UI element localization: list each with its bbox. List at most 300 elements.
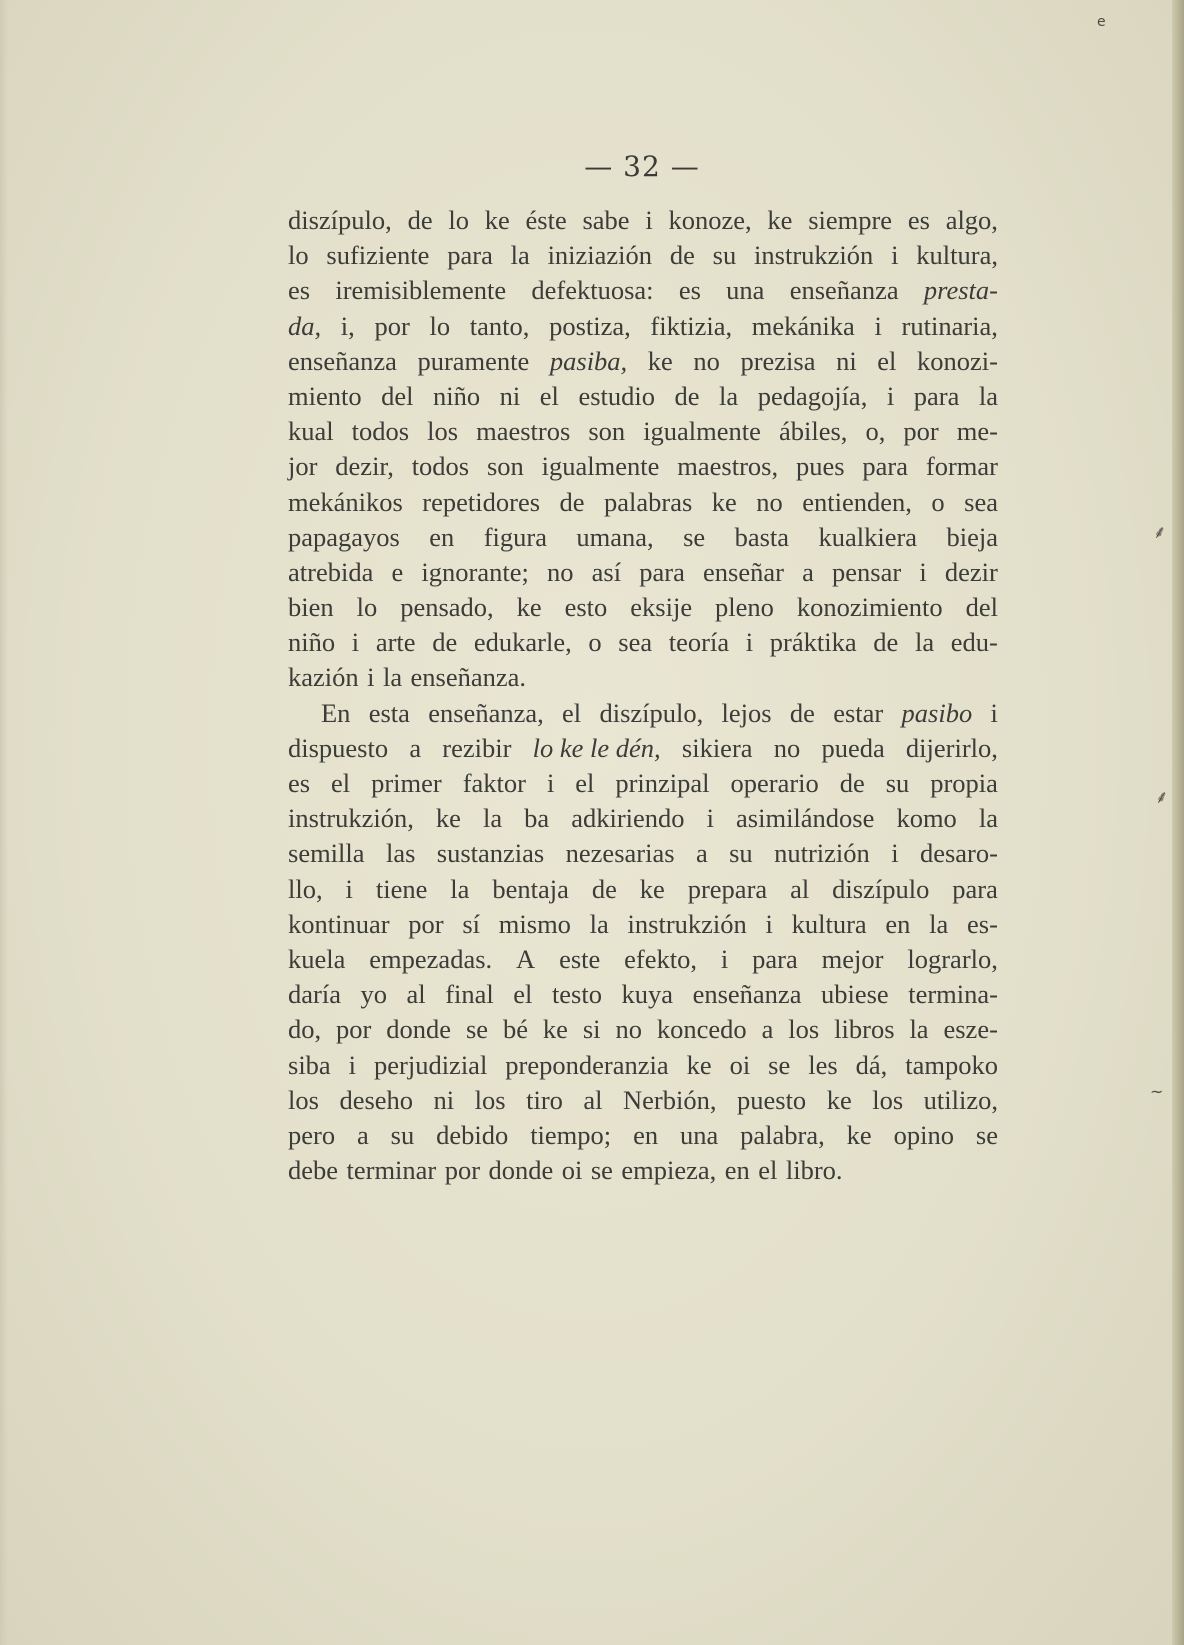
word: la (909, 1014, 929, 1045)
word: repetidores (422, 486, 541, 517)
word: diszípulo, (599, 697, 704, 728)
word: niño (433, 380, 481, 411)
word: los (427, 416, 459, 447)
word: miento (288, 380, 362, 411)
word: tiempo; (530, 1119, 612, 1150)
word: lo (448, 205, 469, 235)
word: el (331, 768, 351, 798)
word: una (726, 275, 765, 306)
text-line (288, 590, 998, 625)
word: de (873, 627, 899, 658)
word: instrukzión (627, 908, 747, 939)
word: es (907, 205, 930, 235)
word: pueda (821, 732, 885, 763)
word: maestros, (677, 451, 779, 482)
word: entienden, (802, 486, 912, 517)
word: En (321, 697, 351, 728)
word: niño (288, 627, 336, 658)
word: para (952, 873, 998, 904)
word: en (429, 521, 455, 552)
word: mekánikos (288, 486, 403, 517)
word: desaro- (919, 838, 998, 869)
word: de (591, 873, 617, 904)
word: la (510, 240, 530, 271)
word: semilla (288, 838, 365, 869)
word: la (482, 803, 503, 834)
word: i (345, 873, 353, 904)
text-line (288, 731, 998, 766)
word: sea (964, 486, 998, 517)
margin-mark: ⸙ (1153, 522, 1167, 543)
word: oi (561, 1155, 583, 1186)
word: pasibo (901, 697, 973, 728)
word: práktika (769, 627, 857, 658)
word: tiro (526, 1084, 563, 1115)
word: no (773, 732, 801, 763)
word: para (639, 556, 685, 587)
text-line (288, 414, 998, 449)
word: teoría (668, 627, 730, 658)
word: presta- (923, 275, 998, 306)
text-line (288, 872, 998, 907)
word: en (885, 908, 911, 939)
word: todos (411, 451, 470, 482)
word: prezisa (740, 345, 816, 376)
word: o (588, 627, 602, 658)
word: kuela (288, 943, 346, 974)
text-line (288, 625, 998, 660)
word: los (872, 1084, 904, 1115)
word: tampoko (905, 1049, 998, 1080)
word: el (562, 697, 582, 728)
corner-mark: e (1097, 14, 1106, 30)
word: mismo (498, 908, 571, 939)
word: sea (618, 627, 653, 658)
word: siba (288, 1049, 331, 1080)
word: iremisiblemente (335, 275, 507, 306)
word: para (913, 380, 960, 411)
word: la (914, 627, 935, 658)
word: jor (288, 451, 318, 482)
word: figura (483, 521, 547, 552)
word: diszípulo (832, 873, 930, 904)
word: éste (525, 205, 567, 235)
word: sabe (582, 205, 630, 235)
word: la (382, 662, 403, 693)
word: maestros (476, 416, 571, 447)
word: pedagojía, (757, 380, 868, 411)
text-line (288, 1083, 998, 1118)
word: su (390, 1119, 415, 1150)
word: a (357, 1119, 369, 1150)
word: i (720, 943, 729, 974)
word: los (474, 1084, 506, 1115)
word: enseñanza (288, 345, 397, 376)
word: dijerirlo, (905, 732, 998, 763)
text-line (288, 766, 998, 801)
word: adkiriendo (571, 803, 685, 834)
text-line (288, 801, 998, 836)
word: ignorante; (421, 556, 529, 587)
word: pensado, (400, 592, 494, 623)
word: nezesarias (565, 838, 675, 869)
word: deseho (339, 1084, 414, 1115)
word: yo (360, 979, 387, 1010)
word: es (678, 275, 701, 306)
word: i (351, 627, 360, 658)
word: primer (371, 768, 442, 798)
word: enseñanza (789, 275, 899, 306)
word: dezir, (335, 451, 394, 482)
word: en (724, 1155, 750, 1186)
word: pensar (832, 556, 902, 587)
word: se (683, 521, 706, 552)
word: papagayos (288, 521, 400, 552)
word: kazión (288, 662, 359, 693)
word: lo (288, 240, 309, 271)
word: a (695, 838, 708, 869)
word: preponderanzia (505, 1049, 669, 1080)
word: se (590, 1155, 613, 1186)
word: o (931, 486, 945, 517)
word: el (539, 380, 559, 411)
word: i (765, 908, 773, 939)
word: debido (436, 1119, 509, 1150)
word: enseñanza, (428, 697, 544, 728)
word: ábiles, (778, 416, 848, 447)
word: no (615, 1014, 642, 1045)
text-line (288, 203, 998, 238)
word: ni (836, 345, 857, 376)
word: i (745, 627, 754, 658)
word: palabras (604, 486, 693, 517)
word: ke (767, 205, 793, 235)
word: su (712, 240, 737, 271)
word: libros (834, 1014, 895, 1045)
word: en (633, 1119, 659, 1150)
word: lejos (721, 697, 772, 728)
text-line (288, 273, 998, 308)
word: igualmente (643, 416, 761, 447)
word: el (513, 979, 533, 1010)
word: empezadas. (369, 943, 493, 974)
word: konozimiento (796, 592, 943, 623)
word: de (407, 205, 433, 235)
word: palabra, (740, 1119, 825, 1150)
text-line (288, 696, 998, 731)
word: postiza, (549, 310, 631, 341)
word: es (288, 275, 311, 306)
word: es (288, 768, 311, 798)
word: las (385, 838, 416, 869)
word: del (381, 380, 414, 411)
word: instrukzión (754, 240, 874, 271)
text-line (288, 449, 998, 484)
text-line (288, 344, 998, 379)
word: iniziazión (547, 240, 653, 271)
word: ke (647, 345, 673, 376)
word: llo, (288, 873, 323, 904)
word: enseñanza (692, 979, 802, 1010)
word: ba (524, 803, 550, 834)
text-line (288, 485, 998, 520)
word: no (547, 556, 574, 587)
word: el (575, 768, 595, 798)
text-line (288, 836, 998, 871)
text-line (288, 660, 998, 695)
text-line (288, 1153, 998, 1188)
word: si (582, 1014, 601, 1045)
text-line (288, 907, 998, 942)
word: para (752, 943, 798, 974)
word: konoze, (668, 205, 752, 235)
word: se (975, 1119, 998, 1150)
word: i (645, 205, 653, 235)
word: pasiba, (549, 345, 628, 376)
word: su (729, 838, 753, 869)
word: todos (351, 416, 410, 447)
word: kultura (791, 908, 867, 939)
word: lo ke le dén, (532, 732, 661, 763)
word: asimilándose (736, 803, 875, 834)
word: me- (956, 416, 998, 447)
word: faktor (462, 768, 526, 798)
word: la (450, 873, 470, 904)
word: los (288, 1084, 319, 1115)
word: al (790, 873, 810, 904)
word: i (348, 1049, 357, 1080)
word: puramente (417, 345, 530, 376)
word: arte (375, 627, 416, 658)
word: ke (846, 1119, 872, 1150)
page-gutter-shadow (0, 0, 8, 1645)
word: de (432, 627, 458, 658)
word: perjudizial (374, 1049, 488, 1080)
word: ke (484, 205, 510, 235)
body-text (288, 203, 998, 1188)
word: algo, (945, 205, 998, 235)
word: al (583, 1084, 603, 1115)
word: ke (435, 803, 461, 834)
word: no (693, 345, 720, 376)
word: dá, (855, 1049, 888, 1080)
word: libro. (785, 1155, 843, 1186)
word: la (929, 908, 949, 939)
word: para (862, 451, 909, 482)
word: siempre (808, 205, 893, 235)
word: se (465, 1014, 489, 1045)
word: bentaja (492, 873, 569, 904)
word: de (839, 768, 865, 798)
word: esto (564, 592, 608, 623)
word: opino (893, 1119, 954, 1150)
word: tanto, (469, 310, 530, 341)
word: testo (551, 979, 602, 1010)
word: se (768, 1049, 791, 1080)
word: es- (967, 908, 998, 939)
word: i (990, 697, 998, 728)
word: i (891, 838, 899, 869)
word: nutrizión (774, 838, 870, 869)
word: son (486, 451, 524, 482)
word: donde (386, 1014, 452, 1045)
word: A (516, 943, 536, 974)
word: sufiziente (326, 240, 430, 271)
word: por (408, 908, 444, 939)
word: rezibir (442, 732, 512, 763)
word: basta (734, 521, 790, 552)
text-line (288, 977, 998, 1012)
text-line (288, 1012, 998, 1047)
word: para (447, 240, 493, 271)
word: este (559, 943, 601, 974)
margin-mark: ⸙ (1155, 787, 1169, 808)
word: eksije (630, 592, 693, 623)
word: i (546, 768, 555, 798)
word: estar (833, 697, 884, 728)
word: sí (462, 908, 481, 939)
word: diszípulo, (288, 205, 392, 235)
word: Nerbión, (623, 1084, 717, 1115)
word: ubiese (820, 979, 889, 1010)
word: bé (502, 1014, 528, 1045)
word: ni (499, 380, 521, 411)
word: i (891, 240, 899, 271)
word: edu- (950, 627, 998, 658)
word: operario (730, 768, 819, 798)
word: los (788, 1014, 820, 1045)
word: sikiera (681, 732, 753, 763)
word: igualmente (541, 451, 660, 482)
word: mekánika (751, 310, 855, 341)
word: debe (288, 1155, 339, 1186)
word: enseñar (703, 556, 784, 587)
word: lo (429, 310, 451, 341)
word: mejor (821, 943, 884, 974)
word: i (706, 803, 714, 834)
text-line (288, 1118, 998, 1153)
word: umana, (576, 521, 654, 552)
word: instrukzión, (288, 803, 414, 834)
word: daría (288, 979, 341, 1010)
word: edukarle, (473, 627, 572, 658)
word: por (903, 416, 939, 447)
word: lo (356, 592, 378, 623)
word: i (367, 662, 375, 693)
word: a (409, 732, 422, 763)
word: kuya (621, 979, 674, 1010)
word: estudio (578, 380, 655, 411)
word: el (877, 345, 897, 376)
word: dispuesto (288, 732, 389, 763)
text-line (288, 379, 998, 414)
word: la (719, 380, 739, 411)
word: kontinuar (288, 908, 390, 939)
word: lograrlo, (907, 943, 998, 974)
word: bien (288, 592, 334, 623)
word: por (336, 1014, 372, 1045)
word: ke (542, 1014, 568, 1045)
word: oi (729, 1049, 751, 1080)
word: el (758, 1155, 778, 1186)
word: de (674, 380, 700, 411)
word: bieja (946, 521, 998, 552)
word: efekto, (624, 943, 698, 974)
word: kultura, (916, 240, 998, 271)
word: i (874, 310, 882, 341)
text-line (288, 520, 998, 555)
word: propia (930, 768, 998, 798)
word: por (374, 310, 410, 341)
word: prepara (687, 873, 768, 904)
word: termina- (908, 979, 998, 1010)
word: la (978, 803, 998, 834)
word: ke (711, 486, 737, 517)
word: ke (826, 1084, 852, 1115)
word: final (445, 979, 494, 1010)
page-edge (1172, 0, 1184, 1645)
word: la (978, 380, 998, 411)
word: komo (896, 803, 957, 834)
word: así (591, 556, 622, 587)
word: a (802, 556, 814, 587)
word: kualkiera (818, 521, 918, 552)
word: de (559, 486, 585, 517)
word: i (919, 556, 927, 587)
word: a (761, 1014, 774, 1045)
word: del (965, 592, 998, 623)
word: de (669, 240, 695, 271)
word: ke (686, 1049, 712, 1080)
word: pleno (715, 592, 774, 623)
word: da, (288, 310, 322, 341)
text-line (288, 1048, 998, 1083)
margin-mark: ~ (1150, 1082, 1164, 1101)
word: utilizo, (923, 1084, 998, 1115)
text-line (288, 238, 998, 273)
word: prinzipal (615, 768, 710, 798)
word: ni (433, 1084, 455, 1115)
text-line (288, 309, 998, 344)
word: atrebida (288, 556, 374, 587)
word: terminar (346, 1155, 437, 1186)
word: les (808, 1049, 838, 1080)
word: puesto (737, 1084, 807, 1115)
word: por (444, 1155, 481, 1186)
word: la (589, 908, 609, 939)
word: defektuosa: (531, 275, 654, 306)
word: tiene (375, 873, 428, 904)
word: ke (516, 592, 542, 623)
word: son (588, 416, 626, 447)
text-line (288, 942, 998, 977)
word: fiktizia, (650, 310, 733, 341)
word: al (406, 979, 426, 1010)
word: su (885, 768, 910, 798)
word: eszе- (943, 1014, 998, 1045)
word: do, (288, 1014, 322, 1045)
word: koncedo (656, 1014, 747, 1045)
word: i (886, 380, 895, 411)
word: pero (288, 1119, 336, 1150)
word: o, (865, 416, 886, 447)
word: una (679, 1119, 719, 1150)
word: enseñanza. (410, 662, 527, 693)
word: dezir (944, 556, 998, 587)
word: rutinaria, (901, 310, 998, 341)
word: de (789, 697, 815, 728)
word: ke (639, 873, 665, 904)
